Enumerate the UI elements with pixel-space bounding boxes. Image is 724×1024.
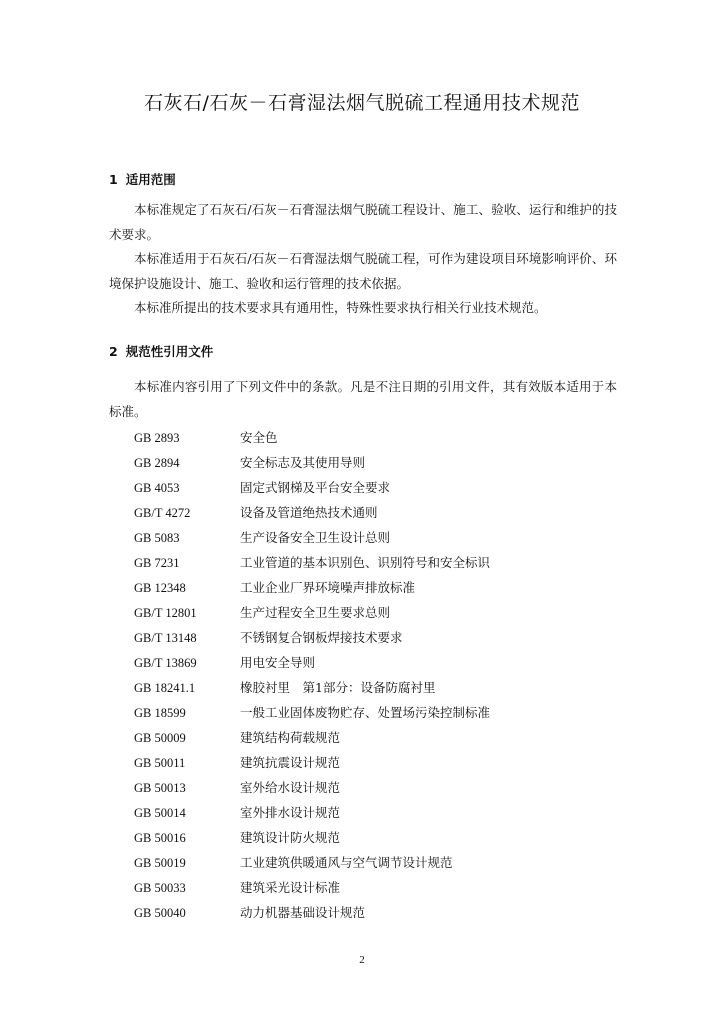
reference-name: 建筑结构荷载规范 — [240, 730, 341, 745]
reference-name: 建筑设计防火规范 — [240, 830, 341, 845]
reference-item — [134, 900, 614, 925]
reference-code: GB 50013 — [134, 781, 186, 795]
reference-code: GB/T 4272 — [134, 506, 191, 520]
reference-item — [134, 750, 614, 775]
reference-item — [134, 650, 614, 675]
section-title: 规范性引用文件 — [125, 344, 214, 359]
reference-code: GB 4053 — [134, 481, 180, 495]
reference-code: GB 12348 — [134, 581, 186, 595]
reference-code: GB 50011 — [134, 756, 186, 770]
reference-name: 建筑抗震设计规范 — [240, 755, 341, 770]
reference-item — [134, 525, 614, 550]
reference-item — [134, 450, 614, 475]
reference-name: 生产过程安全卫生要求总则 — [240, 605, 391, 620]
reference-item — [134, 475, 614, 500]
reference-item — [134, 850, 614, 875]
reference-code: GB 2893 — [134, 431, 180, 445]
page-number: 2 — [359, 954, 365, 966]
reference-name: 一般工业固体废物贮存、处置场污染控制标准 — [240, 705, 491, 720]
reference-name: 设备及管道绝热技术通则 — [240, 505, 378, 520]
reference-item — [134, 775, 614, 800]
reference-item — [134, 550, 614, 575]
reference-item — [134, 575, 614, 600]
reference-name: 安全色 — [240, 430, 278, 445]
reference-code: GB/T 13869 — [134, 656, 197, 670]
reference-name: 室外排水设计规范 — [240, 805, 341, 820]
section-title: 适用范围 — [125, 172, 176, 187]
reference-name: 不锈钢复合钢板焊接技术要求 — [240, 630, 403, 645]
reference-item — [134, 675, 614, 700]
reference-item — [134, 500, 614, 525]
document-title: 石灰石/石灰－石膏湿法烟气脱硫工程通用技术规范 — [144, 92, 580, 114]
reference-code: GB 18599 — [134, 706, 186, 720]
reference-item — [134, 725, 614, 750]
reference-name: 橡胶衬里 第1部分：设备防腐衬里 — [240, 680, 436, 695]
reference-item — [134, 425, 614, 450]
reference-item — [134, 800, 614, 825]
reference-item — [134, 875, 614, 900]
reference-code: GB 50040 — [134, 906, 186, 920]
reference-name: 固定式钢梯及平台安全要求 — [240, 480, 391, 495]
section-number: 2 — [109, 344, 118, 359]
section-number: 1 — [109, 172, 118, 187]
reference-code: GB 50016 — [134, 831, 186, 845]
reference-name: 工业企业厂界环境噪声排放标准 — [240, 580, 416, 595]
paragraph: 本标准所提出的技术要求具有通用性，特殊性要求执行相关行业技术规范。 — [134, 300, 547, 315]
paragraph: 本标准规定了石灰石/石灰－石膏湿法烟气脱硫工程设计、施工、验收、运行和维护的技术要求。 — [109, 202, 617, 242]
reference-item — [134, 825, 614, 850]
reference-name: 用电安全导则 — [240, 655, 316, 670]
reference-code: GB 50009 — [134, 731, 186, 745]
reference-code: GB 7231 — [134, 556, 180, 570]
reference-code: GB/T 13148 — [134, 631, 197, 645]
section-heading-normative-references — [109, 342, 213, 360]
reference-name: 工业建筑供暖通风与空气调节设计规范 — [240, 855, 453, 870]
reference-name: 建筑采光设计标准 — [240, 880, 341, 895]
reference-code: GB 50014 — [134, 806, 186, 820]
reference-item — [134, 600, 614, 625]
reference-code: GB 50019 — [134, 856, 186, 870]
reference-code: GB 5083 — [134, 531, 180, 545]
reference-list — [134, 425, 614, 925]
reference-item — [134, 625, 614, 650]
reference-code: GB 2894 — [134, 456, 180, 470]
reference-name: 动力机器基础设计规范 — [240, 905, 366, 920]
paragraph: 本标准内容引用了下列文件中的条款。凡是不注日期的引用文件，其有效版本适用于本标准。 — [109, 379, 617, 419]
reference-name: 生产设备安全卫生设计总则 — [240, 530, 391, 545]
reference-name: 安全标志及其使用导则 — [240, 455, 366, 470]
reference-name: 工业管道的基本识别色、识别符号和安全标识 — [240, 555, 491, 570]
reference-name: 室外给水设计规范 — [240, 780, 341, 795]
reference-code: GB 18241.1 — [134, 681, 196, 695]
paragraph: 本标准适用于石灰石/石灰－石膏湿法烟气脱硫工程，可作为建设项目环境影响评价、环境保护设施设计、施工、验收和运行管理的技术依据。 — [109, 251, 617, 291]
reference-code: GB/T 12801 — [134, 606, 197, 620]
section-heading-scope — [109, 170, 176, 188]
reference-code: GB 50033 — [134, 881, 186, 895]
reference-item — [134, 700, 614, 725]
